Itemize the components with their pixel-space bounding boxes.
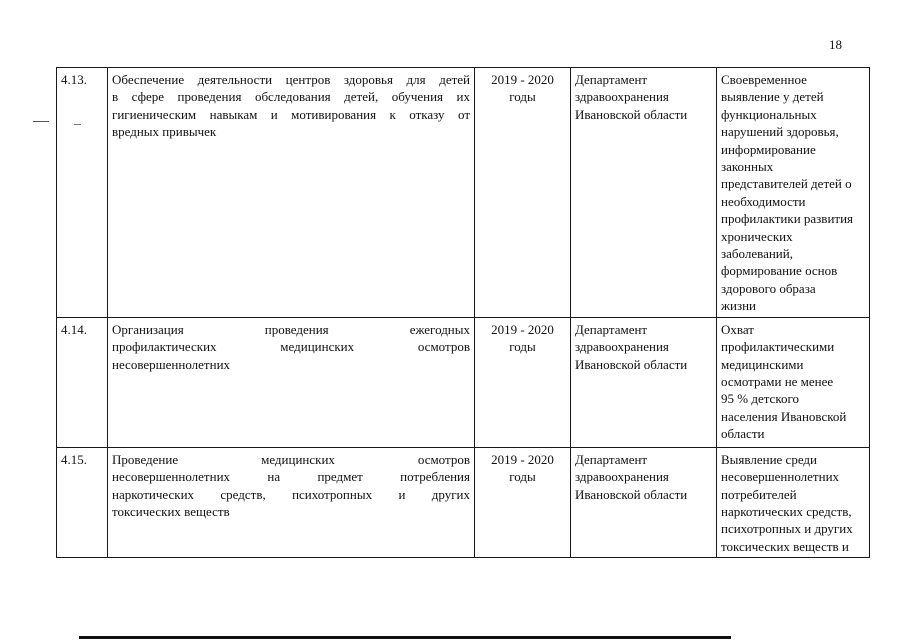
text-line: Обеспечение деятельности центров здоровья для детей [112, 72, 470, 87]
expected-result [717, 317, 870, 447]
text-line: законных [721, 159, 774, 175]
text-line: здравоохранения [575, 339, 669, 355]
implementation-period [475, 317, 571, 447]
text-line: Ивановской области [575, 356, 688, 372]
text-line: профилактическими [721, 339, 835, 355]
item-number: 4.14. [57, 317, 108, 447]
text-line: Своевременное [721, 72, 807, 87]
text-line: 95 % детского [721, 391, 799, 407]
executor [571, 68, 717, 318]
text-line: Ивановской области [575, 486, 688, 502]
text-line: функциональных [721, 106, 817, 122]
text-line: гигиеническим навыкам и мотивирования к отказу от [112, 106, 470, 122]
text-line: 2019 - 2020 [491, 321, 554, 337]
text-line: несовершеннолетних на предмет потребления [112, 469, 470, 485]
text-line: годы [509, 339, 536, 355]
action-description [108, 68, 475, 318]
table-row [57, 68, 870, 318]
text-line: Выявление среди [721, 451, 817, 467]
text-line: Охват [721, 321, 754, 337]
text-line: здравоохранения [575, 469, 669, 485]
text-line: годы [509, 469, 536, 485]
text-line: профилактических медицинских осмотров [112, 339, 470, 355]
text-line: токсических веществ [112, 503, 230, 519]
text-line: несовершеннолетних [112, 356, 231, 372]
text-line: токсических веществ и [721, 538, 849, 554]
text-line: наркотических средств, [721, 503, 852, 519]
text-line: информирование [721, 141, 816, 157]
text-line: осмотрами не менее [721, 373, 834, 389]
item-number: 4.13. [57, 68, 108, 318]
text-line: профилактики развития [721, 211, 854, 227]
executor [571, 447, 717, 557]
text-line: психотропных и других [721, 521, 853, 537]
activities-table [56, 67, 870, 558]
item-number: 4.15. [57, 447, 108, 557]
executor [571, 317, 717, 447]
text-line: представителей детей о [721, 176, 852, 192]
text-line: Департамент [575, 451, 648, 467]
table-row [57, 447, 870, 557]
action-description [108, 317, 475, 447]
text-line: 2019 - 2020 [491, 72, 554, 87]
text-line: необходимости [721, 193, 806, 209]
text-line: заболеваний, [721, 246, 793, 262]
table-row [57, 317, 870, 447]
text-line: хронических [721, 228, 793, 244]
text-line: в сфере проведения обследования детей, обучения их [112, 89, 470, 105]
text-line: потребителей [721, 486, 797, 502]
text-line: наркотических средств, психотропных и других [112, 486, 470, 502]
margin-mark [33, 121, 49, 122]
text-line: здравоохранения [575, 89, 669, 105]
text-line: Департамент [575, 72, 648, 87]
text-line: Проведение медицинских осмотров [112, 451, 470, 467]
expected-result [717, 68, 870, 318]
text-line: жизни [721, 298, 756, 314]
implementation-period [475, 447, 571, 557]
text-line: Ивановской области [575, 106, 688, 122]
text-line: Департамент [575, 321, 648, 337]
page-number: 18 [829, 37, 842, 52]
implementation-period [475, 68, 571, 318]
text-line: медицинскими [721, 356, 804, 372]
text-line: несовершеннолетних [721, 469, 840, 485]
expected-result [717, 447, 870, 557]
text-line: населения Ивановской [721, 408, 847, 424]
action-description [108, 447, 475, 557]
text-line: 2019 - 2020 [491, 451, 554, 467]
footer-rule [79, 636, 731, 639]
text-line: годы [509, 89, 536, 105]
text-line: вредных привычек [112, 124, 217, 140]
text-line: здорового образа [721, 280, 816, 296]
text-line: Организация проведения ежегодных [112, 321, 470, 337]
text-line: области [721, 426, 765, 442]
text-line: выявление у детей [721, 89, 824, 105]
text-line: нарушений здоровья, [721, 124, 839, 140]
text-line: формирование основ [721, 263, 838, 279]
